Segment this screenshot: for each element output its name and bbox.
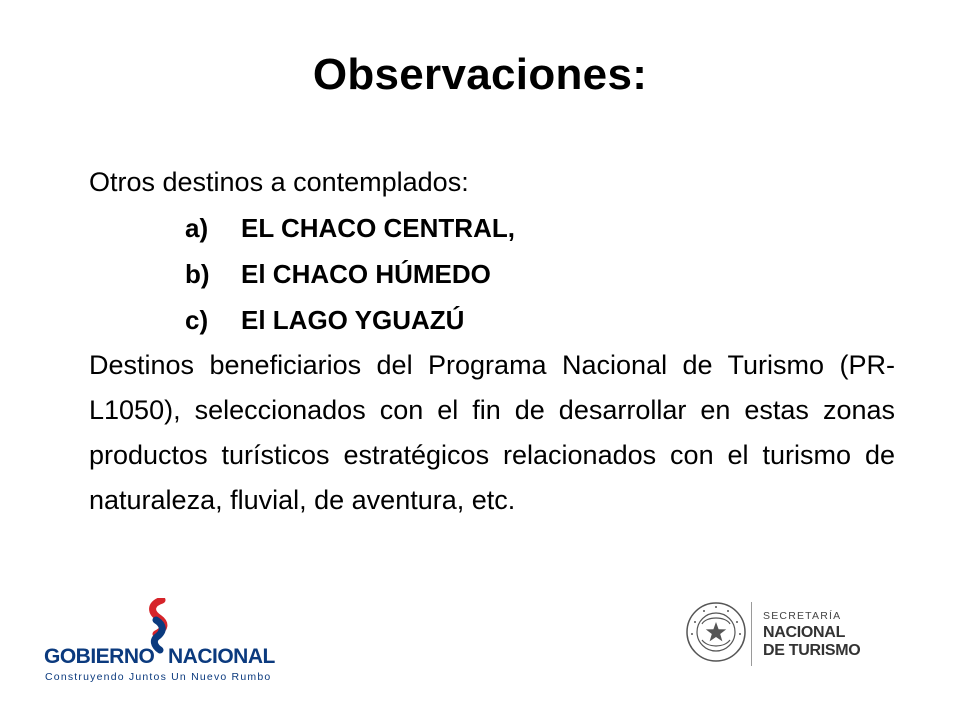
description-paragraph: Destinos beneficiarios del Programa Nacional de Turismo (PR- L1050), seleccionados con el fin de desarrollar en estas zonas productos turísticos estratégicos relacionados con el turismo de naturaleza, fluvial, de aventura, etc. [89,350,895,515]
destination-label: El LAGO YGUAZÚ [241,305,465,335]
destination-item [185,251,895,297]
destination-label: EL CHACO CENTRAL, [241,213,515,243]
list-marker: a) [185,213,209,243]
destination-item [185,297,895,343]
de-turismo-text: DE TURISMO [763,642,861,659]
paraguay-seal-icon [684,600,748,664]
secretaria-text: SECRETARÍA [763,610,842,622]
slide-body [89,160,895,523]
destination-label: El CHACO HÚMEDO [241,259,491,289]
destination-list [89,205,895,343]
senatur-logo [684,600,904,670]
intro-text: Otros destinos a contemplados: [89,167,469,197]
gobierno-slogan: Construyendo Juntos Un Nuevo Rumbo [45,671,272,683]
gobierno-word: GOBIERNO [44,645,155,668]
slide-title: Observaciones: [312,50,648,99]
logo-divider [751,602,752,666]
list-marker: c) [185,305,209,335]
list-marker: b) [185,259,210,289]
destination-item [185,205,895,251]
nacional-text: NACIONAL [763,624,846,641]
gobierno-nacional-logo [44,598,284,690]
nacional-word: NACIONAL [168,645,275,668]
